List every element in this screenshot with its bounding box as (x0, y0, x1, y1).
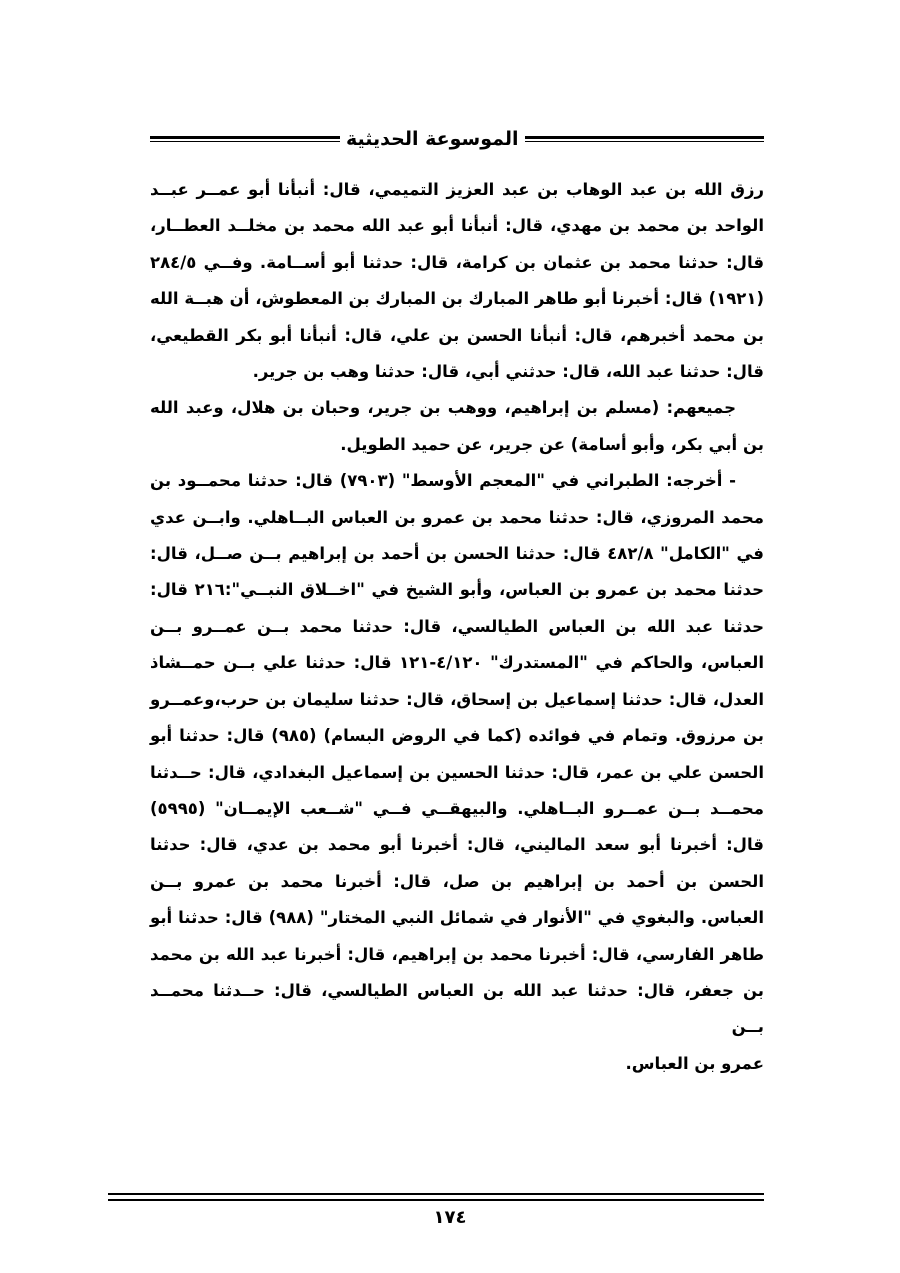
paragraph-2: جميعهم: (مسلم بن إبراهيم، ووهب بن جرير، وحبان بن هلال، وعبد الله بن أبي بكر، وأبو أسامة) عن جرير، عن حميد الطويل. (150, 398, 764, 454)
paragraph-1: رزق الله بن عبد الوهاب بن عبد العزيز التميمي، قال: أنبأنا أبو عمــر عبــد الواحد بن محمد بن مهدي، قال: أنبأنا أبو عبد الله محمد بن مخلــد العطــار، قال: حدثنا محمد بن عثمان بن كرامة، قال: حدثنا أبو أســامة. وفــي ٢٨٤/٥ (١٩٢١) قال: أخبرنا أبو طاهر المبارك بن المبارك بن المعطوش، أن هبــة الله بن محمد أخبرهم، قال: أنبأنا الحسن بن علي، قال: أنبأنا أبو بكر القطيعي، قال: حدثنا عبد الله، قال: حدثني أبي، قال: حدثنا وهب بن جرير. (150, 180, 764, 382)
header-title: الموسوعة الحديثية (340, 124, 525, 154)
paragraph-3-last-line: عمرو بن العباس. (625, 1053, 764, 1073)
footer-rule (108, 1193, 764, 1201)
page-body (150, 172, 764, 1082)
page-number: ١٧٤ (433, 1207, 467, 1228)
running-header (150, 124, 764, 160)
paragraph-3: - أخرجه: الطبراني في "المعجم الأوسط" (٧٩٠٣) قال: حدثنا محمــود بن محمد المروزي، قال: حدثنا محمد بن عمرو بن العباس البــاهلي. وابــن عدي في "الكامل" ٤٨٢/٨ قال: حدثنا الحسن بن أحمد بن إبراهيم بــن صــل، قال: حدثنا محمد بن عمرو بن العباس، وأبو الشيخ في "اخــلاق النبــي":٢١٦ قال: حدثنا عبد الله بن العباس الطيالسي، قال: حدثنا محمد بــن عمــرو بــن العباس، والحاكم في "المستدرك" ٤/١٢٠-١٢١ قال: حدثنا علي بــن حمــشاذ العدل، قال: حدثنا إسماعيل بن إسحاق، قال: حدثنا سليمان بن حرب،وعمــرو بن مرزوق. وتمام في فوائده (كما في الروض البسام) (٩٨٥) قال: حدثنا أبو الحسن علي بن عمر، قال: حدثنا الحسين بن إسماعيل البغدادي، قال: حــدثنا محمــد بــن عمــرو البــاهلي. والبيهقــي فــي "شــعب الإيمــان" (٥٩٩٥) قال: أخبرنا أبو سعد الماليني، قال: أخبرنا أبو محمد بن عدي، قال: حدثنا الحسن بن أحمد بن إبراهيم بن صل، قال: أخبرنا محمد بن عمرو بــن العباس. والبغوي في "الأنوار في شمائل النبي المختار" (٩٨٨) قال: حدثنا أبو طاهر الفارسي، قال: أخبرنا محمد بن إبراهيم، قال: أخبرنا عبد الله بن محمد بن جعفر، قال: حدثنا عبد الله بن العباس الطيالسي، قال: حــدثنا محمــد بــن (150, 471, 765, 1037)
